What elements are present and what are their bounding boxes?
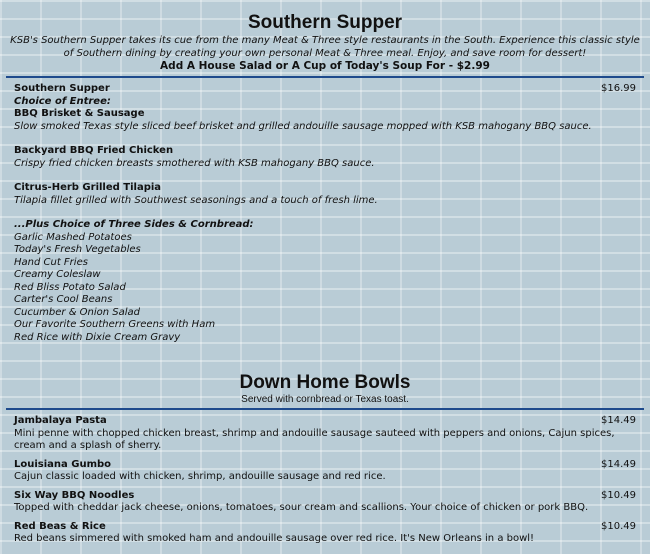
bowl-desc: Cajun classic loaded with chicken, shrimp, andouille sausage and red rice. [14,471,386,482]
bowl-price: $10.49 [601,489,636,501]
bowl-desc: Red beans simmered with smoked ham and andouille sausage over red rice. It's New Orleans in a bowl! [14,533,535,544]
section-divider [6,408,644,410]
side-item: Creamy Coleslaw [14,269,101,280]
southern-supper-title: Southern Supper [247,12,403,33]
southern-supper-intro: KSB's Southern Supper takes its cue from the many Meat & Three style restaurants in the South. Experience this classic style of Southern dining by creating your own personal Meat & Three meal. Enjoy, and save room for dessert! [10,35,640,59]
entree-item [14,108,636,133]
side-item: Garlic Mashed Potatoes [14,231,132,243]
side-item: Our Favorite Southern Greens with Ham [14,319,216,330]
down-home-bowls-title: Down Home Bowls [239,372,411,393]
bowl-name: Six Way BBQ Noodles [14,489,135,501]
bowl-desc: Topped with cheddar jack cheese, onions, tomatoes, sour cream and scallions. Your choice of chicken or pork BBQ. [14,502,589,513]
bowl-name: Louisiana Gumbo [14,458,112,470]
bowl-item [14,415,636,453]
entree-name: Citrus-Herb Grilled Tilapia [14,182,162,193]
bowls-subtitle: Served with cornbread or Texas toast. [241,394,409,405]
entree-item [14,145,636,170]
entree-heading: Choice of Entree: [14,95,111,107]
bowl-item [14,521,636,546]
side-item: Red Bliss Potato Salad [14,281,126,293]
side-item: Today's Fresh Vegetables [14,244,141,255]
item-price: $16.99 [601,83,636,94]
bowl-price: $14.49 [601,458,636,470]
bowl-item [14,490,636,515]
entree-desc: Crispy fried chicken breasts smothered with KSB mahogany BBQ sauce. [14,157,375,169]
side-item: Hand Cut Fries [14,256,88,268]
bowl-price: $10.49 [601,520,636,532]
bowl-name: Red Beas & Rice [14,520,106,532]
entree-desc: Slow smoked Texas style sliced beef brisket and grilled andouille sausage mopped with KSB mahogany BBQ sauce. [14,120,592,132]
side-item: Carter's Cool Beans [14,294,113,305]
side-item: Red Rice with Dixie Cream Gravy [14,331,181,343]
entree-name: Backyard BBQ Fried Chicken [14,145,174,156]
bowl-desc: Mini penne with chopped chicken breast, shrimp and andouille sausage sauteed with peppers and onions, Cajun spices, cream and a splash of sherry. [14,427,615,451]
bowl-name: Jambalaya Pasta [14,415,107,426]
item-name: Southern Supper [14,83,110,94]
section-divider [6,76,644,78]
salad-offer: Add A House Salad or A Cup of Today's Soup For - $2.99 [160,60,490,72]
bowl-item [14,459,636,484]
southern-supper-block [0,83,650,344]
bowl-price: $14.49 [601,415,636,426]
entree-item [14,182,636,207]
side-item: Cucumber & Onion Salad [14,306,141,318]
bowls-block [0,415,650,546]
sides-heading: ...Plus Choice of Three Sides & Cornbread: [14,219,254,230]
entree-name: BBQ Brisket & Sausage [14,108,145,119]
entree-desc: Tilapia fillet grilled with Southwest seasonings and a touch of fresh lime. [14,194,378,206]
